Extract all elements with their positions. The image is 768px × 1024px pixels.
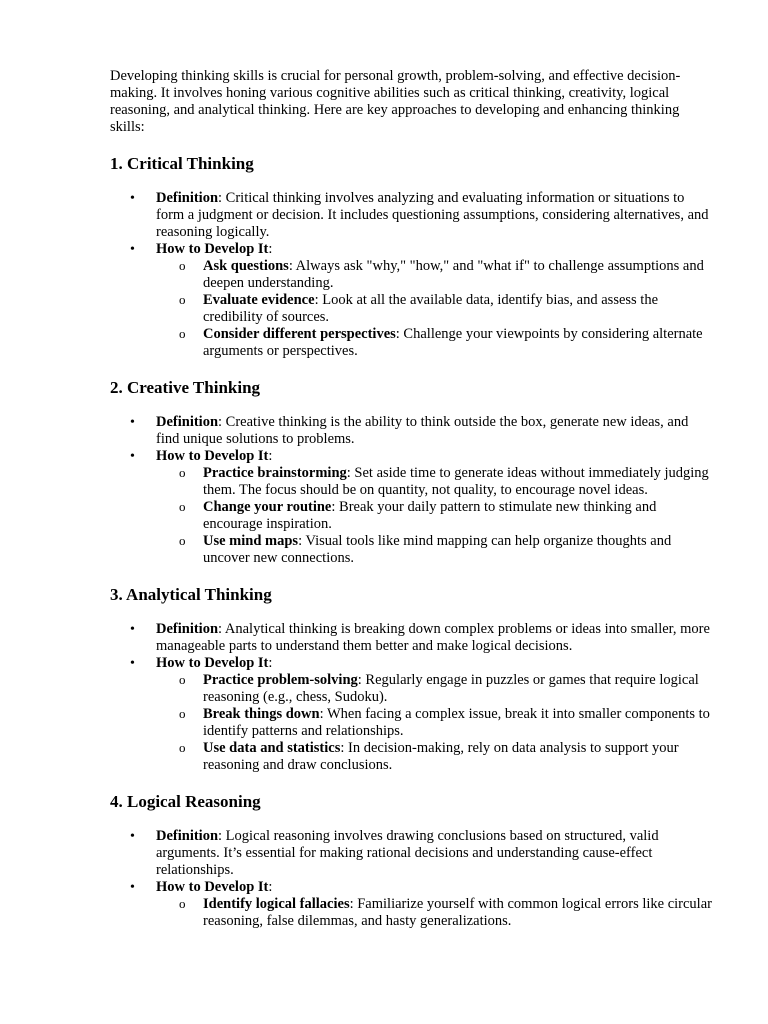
section-list [110, 190, 712, 360]
subitem-label: Ask questions [203, 258, 289, 274]
circle-bullet-icon: o [179, 533, 186, 548]
subitem-text: : Look at all the available data, identify bias, and assess the credibility of sources. [203, 292, 659, 325]
circle-bullet-icon: o [179, 672, 186, 687]
howto-sublist [156, 672, 712, 774]
circle-bullet-icon: o [179, 706, 186, 721]
definition-item [110, 621, 712, 655]
howto-suffix: : [268, 241, 273, 257]
sections-container [110, 154, 712, 930]
howto-subitem [156, 465, 712, 499]
circle-bullet-icon: o [179, 740, 186, 755]
section-heading: 4. Logical Reasoning [110, 792, 261, 811]
subitem-label: Consider different perspectives [203, 326, 396, 342]
howto-subitem [156, 258, 712, 292]
howto-item [110, 879, 712, 930]
bullet-icon: • [130, 880, 135, 895]
subitem-label: Practice problem-solving [203, 672, 358, 688]
subitem-label: Identify logical fallacies [203, 896, 350, 912]
howto-subitem [156, 896, 712, 930]
subitem-text: : When facing a complex issue, break it into smaller components to identify patterns and relationships. [203, 706, 710, 739]
subitem-text: : Familiarize yourself with common logical errors like circular reasoning, false dilemmas, and hasty generalizations. [203, 896, 712, 929]
howto-label: How to Develop It [156, 448, 269, 464]
howto-subitem [156, 533, 712, 567]
howto-suffix: : [268, 655, 273, 671]
bullet-icon: • [130, 656, 135, 671]
definition-label: Definition [156, 621, 219, 637]
definition-item [110, 190, 712, 241]
definition-text: : Creative thinking is the ability to think outside the box, generate new ideas, and find unique solutions to problems. [156, 414, 689, 447]
subitem-label: Evaluate evidence [203, 292, 315, 308]
section-heading: 3. Analytical Thinking [110, 585, 272, 604]
definition-item [110, 828, 712, 879]
howto-suffix: : [268, 879, 273, 895]
subitem-text: : Challenge your viewpoints by considering alternate arguments or perspectives. [203, 326, 703, 359]
section-list [110, 828, 712, 930]
subitem-label: Break things down [203, 706, 320, 722]
definition-text: : Logical reasoning involves drawing conclusions based on structured, valid arguments. It’s essential for making rational decisions and understanding cause-effect relationships. [156, 828, 659, 878]
bullet-icon: • [130, 622, 135, 637]
section-list [110, 414, 712, 567]
howto-sublist [156, 896, 712, 930]
definition-label: Definition [156, 414, 219, 430]
subitem-text: : Break your daily pattern to stimulate new thinking and encourage inspiration. [203, 499, 657, 532]
howto-sublist [156, 465, 712, 567]
howto-label: How to Develop It [156, 655, 269, 671]
bullet-icon: • [130, 829, 135, 844]
howto-label: How to Develop It [156, 879, 269, 895]
circle-bullet-icon: o [179, 258, 186, 273]
howto-subitem [156, 740, 712, 774]
section-heading: 1. Critical Thinking [110, 154, 254, 173]
circle-bullet-icon: o [179, 326, 186, 341]
circle-bullet-icon: o [179, 499, 186, 514]
circle-bullet-icon: o [179, 465, 186, 480]
bullet-icon: • [130, 415, 135, 430]
subitem-label: Use data and statistics [203, 740, 341, 756]
definition-item [110, 414, 712, 448]
howto-item [110, 448, 712, 567]
circle-bullet-icon: o [179, 896, 186, 911]
subitem-text: : Always ask "why," "how," and "what if" to challenge assumptions and deepen understanding. [203, 258, 704, 291]
howto-subitem [156, 672, 712, 706]
bullet-icon: • [130, 191, 135, 206]
howto-subitem [156, 499, 712, 533]
subitem-text: : In decision-making, rely on data analysis to support your reasoning and draw conclusions. [203, 740, 679, 773]
howto-subitem [156, 292, 712, 326]
subitem-text: : Regularly engage in puzzles or games that require logical reasoning (e.g., chess, Sudoku). [203, 672, 699, 705]
section-heading: 2. Creative Thinking [110, 378, 261, 397]
definition-text: : Critical thinking involves analyzing and evaluating information or situations to form a judgment or decision. It includes questioning assumptions, considering alternatives, and reasoning logically. [156, 190, 709, 240]
definition-label: Definition [156, 828, 219, 844]
subitem-label: Change your routine [203, 499, 332, 515]
howto-label: How to Develop It [156, 241, 269, 257]
bullet-icon: • [130, 449, 135, 464]
definition-text: : Analytical thinking is breaking down complex problems or ideas into smaller, more manageable parts to understand them better and make logical decisions. [156, 621, 710, 654]
section-list [110, 621, 712, 774]
intro-paragraph: Developing thinking skills is crucial for personal growth, problem-solving, and effective decision-making. It involves honing various cognitive abilities such as critical thinking, creativity, logical reasoning, and analytical thinking. Here are key approaches to developing and enhancing thinking skills: [110, 68, 681, 135]
definition-label: Definition [156, 190, 219, 206]
howto-item [110, 241, 712, 360]
bullet-icon: • [130, 242, 135, 257]
subitem-label: Use mind maps [203, 533, 299, 549]
circle-bullet-icon: o [179, 292, 186, 307]
howto-subitem [156, 706, 712, 740]
subitem-label: Practice brainstorming [203, 465, 347, 481]
howto-subitem [156, 326, 712, 360]
subitem-text: : Visual tools like mind mapping can help organize thoughts and uncover new connections. [203, 533, 672, 566]
howto-item [110, 655, 712, 774]
howto-suffix: : [268, 448, 273, 464]
howto-sublist [156, 258, 712, 360]
subitem-text: : Set aside time to generate ideas without immediately judging them. The focus should be on quantity, not quality, to encourage novel ideas. [203, 465, 709, 498]
